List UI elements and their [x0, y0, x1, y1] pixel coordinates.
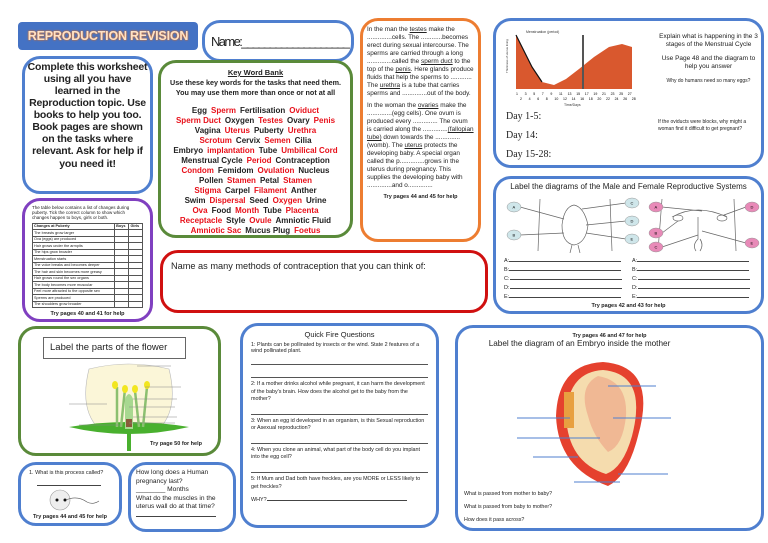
- answer-line[interactable]: [510, 279, 622, 280]
- key-word: Testes: [258, 116, 283, 125]
- x-tick-label: 4: [528, 97, 531, 101]
- answer-letter: D:: [632, 285, 638, 291]
- uterus-lining-area: [516, 35, 632, 89]
- table-row: [33, 301, 143, 308]
- stage-label: Day 14:: [506, 130, 538, 141]
- paragraph-text: protects the developing baby. A special organ called the p..............grows in the uterus during pregnancy. This supplies the developing baby with ..............and o..............: [367, 142, 463, 189]
- answer-line[interactable]: [637, 270, 749, 271]
- paragraph-text: make the ..............cells. The ............becomes erect during sexual intercourse. The sperms are carried through a long ..............called the: [367, 26, 469, 65]
- x-tick-label: 6: [537, 97, 540, 101]
- paragraph-text: In the woman the: [367, 102, 418, 109]
- key-word: Seed: [249, 196, 269, 205]
- key-word: Pollen: [199, 176, 224, 185]
- answer-letter: A:: [504, 258, 510, 264]
- table-header: Boys: [115, 223, 129, 230]
- task-title: Label the diagram of an Embryo inside the mother: [488, 339, 671, 348]
- key-word-row: [164, 196, 347, 206]
- x-tick-label: 24: [614, 97, 619, 101]
- key-word: Tube: [258, 146, 278, 155]
- eggs-question: Why do humans need so many eggs?: [666, 77, 751, 84]
- key-word: Amniotic Sac: [190, 226, 242, 235]
- pregnancy-question: How long does a Human pregnancy last?: [136, 469, 209, 485]
- key-word: Petal: [259, 176, 280, 185]
- key-word: Umbilical Cord: [281, 146, 338, 155]
- answer-line[interactable]: [509, 261, 621, 262]
- key-word: Stamen: [227, 176, 256, 185]
- x-tick-label: 1: [516, 92, 518, 96]
- x-tick-label: 25: [619, 92, 624, 96]
- girls-tick-cell[interactable]: [129, 301, 143, 308]
- key-word: Style: [226, 216, 246, 225]
- task-title: Quick Fire Questions: [304, 330, 375, 339]
- key-word-bank: [158, 60, 353, 238]
- bank-heading: Key Word Bank: [227, 68, 284, 77]
- key-word: Scrotum: [199, 136, 232, 145]
- x-tick-label: 5: [533, 92, 536, 96]
- puberty-task: [22, 198, 153, 322]
- x-tick-label: 19: [593, 92, 598, 96]
- paragraph-text: In the man the: [367, 26, 410, 33]
- answer-line[interactable]: [509, 270, 621, 271]
- question: 2: If a mother drinks alcohol while pregnant, it can harm the development of the baby's brain. How does the alcohol get to the baby from the mother?: [251, 381, 425, 403]
- reproductive-systems-task: [493, 176, 764, 314]
- key-word-row: [164, 116, 347, 126]
- answer-row[interactable]: [504, 257, 622, 266]
- key-word-row: [164, 216, 347, 226]
- name-label: Name:___________________: [211, 34, 349, 49]
- key-word-row: [164, 206, 347, 216]
- answer-letter: D:: [504, 285, 510, 291]
- key-word: Ovulation: [257, 166, 295, 175]
- answer-letter: B:: [504, 267, 510, 273]
- x-tick-label: 10: [554, 97, 559, 101]
- question: 5: If Mum and Dad both have freckles, are you MORE or LESS likely to get freckles?: [251, 475, 421, 490]
- fertilisation-task: [18, 462, 122, 526]
- key-word: Oxygen: [224, 116, 255, 125]
- flower-diagram: [59, 359, 199, 451]
- key-word: Mucus Plug: [245, 226, 291, 235]
- paragraph-text: is a tube that carries sperms and ..............out of the body.: [367, 82, 471, 97]
- stage-label: Day 15-28:: [506, 149, 552, 160]
- quick-fire-questions: [240, 323, 439, 528]
- change-cell: The breasts grow larger: [33, 230, 115, 237]
- answer-row[interactable]: [632, 257, 750, 266]
- key-word: Embryo: [173, 146, 204, 155]
- process-question: 1. What is this process called?: [29, 470, 104, 476]
- change-cell: Hair grows under the armpits: [33, 243, 115, 250]
- key-word: Ovary: [286, 116, 310, 125]
- key-word: Placenta: [285, 206, 319, 215]
- key-word: Condom: [181, 166, 214, 175]
- answer-row[interactable]: [504, 284, 622, 293]
- answer-letter: C:: [504, 276, 510, 282]
- embryo-diagram: [508, 356, 688, 488]
- paragraph-text: . Here glands produce fluids that help the sperms to ............ The: [367, 66, 474, 89]
- key-word: Cilia: [294, 136, 312, 145]
- key-term: sperm duct: [421, 58, 453, 65]
- answer-row[interactable]: [504, 293, 622, 302]
- answer-line[interactable]: [251, 367, 428, 378]
- egg-and-sperm-icon: [47, 489, 107, 511]
- key-word: Amniotic Fluid: [275, 216, 332, 225]
- bank-instruction: Use these key words for the tasks that need them.: [170, 78, 341, 87]
- x-tick-label: 23: [610, 92, 615, 96]
- help-text: Try pages 40 and 41 for help: [50, 310, 125, 317]
- x-tick-label: 18: [588, 97, 593, 101]
- key-word: Swim: [184, 196, 206, 205]
- key-word: Filament: [253, 186, 287, 195]
- key-term: penis: [395, 66, 411, 73]
- label-marker-text: C: [654, 244, 658, 250]
- table-header: Changes at Puberty: [33, 223, 115, 230]
- key-word: Urethra: [287, 126, 317, 135]
- menstrual-cycle-task: [493, 18, 764, 168]
- key-word-row: [164, 176, 347, 186]
- answer-letter: A:: [632, 258, 638, 264]
- stage-label: Day 1-5:: [506, 111, 542, 122]
- key-word-row: [164, 226, 347, 236]
- fill-in-paragraph: [367, 26, 474, 98]
- fill-in-text-box: [360, 18, 481, 242]
- x-tick-label: 28: [631, 97, 636, 101]
- question: 4: When you clone an animal, what part of the body cell do you implant into the egg cell?: [251, 446, 421, 461]
- key-word-row: [164, 146, 347, 156]
- label-marker-text: C: [630, 200, 634, 206]
- key-word: Stamen: [283, 176, 312, 185]
- key-word: implantation: [207, 146, 255, 155]
- answer-line[interactable]: [637, 261, 749, 262]
- puberty-instructions: The table below contains a list of changes during puberty. Tick the correct column to show which changes happen to boys, girls or both.: [32, 205, 130, 220]
- answer-letter: B:: [632, 267, 638, 273]
- x-tick-label: 16: [580, 97, 585, 101]
- task-title: Label the parts of the flower: [43, 337, 186, 359]
- change-cell: Menstruation starts: [33, 256, 115, 263]
- key-word: Menstrual Cycle: [181, 156, 243, 165]
- key-word: Femidom: [217, 166, 254, 175]
- answer-row[interactable]: [632, 293, 750, 302]
- answer-line[interactable]: [251, 354, 428, 365]
- key-word: Dispersal: [209, 196, 246, 205]
- key-word: Period: [246, 156, 272, 165]
- flower-task: [18, 326, 221, 456]
- x-tick-label: 13: [567, 92, 572, 96]
- key-term: urethra: [379, 82, 401, 89]
- x-tick-label: 14: [571, 97, 576, 101]
- answer-line[interactable]: [509, 297, 621, 298]
- x-tick-label: 15: [576, 92, 581, 96]
- key-word-row: [164, 126, 347, 136]
- paragraph-text: down towards the ..............(womb). The: [367, 134, 461, 149]
- oviduct-question: If the oviducts were blocks, why might a woman find it difficult to get pregnant?: [658, 119, 747, 132]
- answer-line[interactable]: [638, 279, 750, 280]
- intro-box: [22, 56, 153, 194]
- worksheet-title: REPRODUCTION REVISION: [18, 22, 198, 50]
- label-marker-text: B: [512, 232, 516, 238]
- months-answer[interactable]: ________ Months: [136, 486, 189, 494]
- key-word: Uterus: [224, 126, 250, 135]
- key-word: Oxygen: [272, 196, 302, 205]
- y-axis-label: Thickness of uterus lining: [505, 39, 509, 73]
- help-text: Try pages 44 and 45 for help: [33, 514, 107, 520]
- answer-row[interactable]: [632, 275, 750, 284]
- answer-letter: E:: [504, 294, 510, 300]
- boys-tick-cell[interactable]: [115, 301, 129, 308]
- change-cell: Ova (eggs) are produced: [33, 236, 115, 243]
- key-word: Penis: [313, 116, 336, 125]
- contraception-task[interactable]: [160, 250, 488, 313]
- change-cell: The hair and skin becomes more greasy: [33, 269, 115, 276]
- table-header: Girls: [129, 223, 143, 230]
- key-word: Egg: [191, 106, 208, 115]
- answer-line[interactable]: [251, 404, 428, 415]
- key-term: (fallopian tube): [367, 126, 474, 141]
- key-word: Foetus: [294, 226, 321, 235]
- key-word: Sperm: [211, 106, 236, 115]
- key-word: Ovule: [249, 216, 272, 225]
- help-text: Try page 50 for help: [150, 441, 202, 447]
- x-tick-label: 12: [563, 97, 567, 101]
- x-tick-label: 27: [627, 92, 632, 96]
- task-title: Label the diagrams of the Male and Female Reproductive Systems: [510, 182, 747, 191]
- menstrual-cycle-diagram: [504, 27, 639, 107]
- key-word-row: [164, 166, 347, 176]
- contraception-prompt: Name as many methods of contraception that you can think of:: [171, 261, 426, 271]
- change-cell: The hips grow broader: [33, 249, 115, 256]
- puberty-table: [32, 223, 143, 309]
- uterus-question: What do the muscles in the uterus wall do at that time?: [136, 494, 216, 511]
- key-word: Contraception: [275, 156, 330, 165]
- menstrual-hint: Use Page 48 and the diagram to help you answer: [661, 54, 756, 71]
- answer-line[interactable]: [251, 433, 428, 444]
- label-marker-text: E: [630, 236, 634, 242]
- key-term: testes: [409, 26, 427, 33]
- key-word: Puberty: [253, 126, 284, 135]
- key-word: Oviduct: [289, 106, 320, 115]
- key-word: Fertilisation: [239, 106, 286, 115]
- help-text: Try pages 46 and 47 for help: [572, 333, 647, 339]
- key-term: ovaries: [417, 102, 439, 109]
- embryo-question: What is passed from mother to baby?: [464, 491, 553, 497]
- question: 1: Plants can be pollinated by insects or the wind. State 2 features of a wind pollinated plant.: [251, 342, 420, 354]
- key-word: Anther: [290, 186, 317, 195]
- key-word: Receptacle: [179, 216, 223, 225]
- fill-in-paragraph: [367, 102, 474, 190]
- chart-annotation: Menstruation (period): [526, 30, 560, 34]
- paragraph-text: make the ..............(egg cells). One ovum is produced every .............. The ovum is carried along the ..............: [367, 102, 468, 133]
- label-marker-text: D: [630, 218, 634, 224]
- embryo-question: What is passed from baby to mother?: [464, 504, 553, 510]
- change-cell: Feel more attracted to the opposite sex: [33, 288, 115, 295]
- name-field[interactable]: [202, 20, 354, 62]
- answer-line[interactable]: [510, 288, 622, 289]
- help-text: Try pages 42 and 43 for help: [591, 303, 666, 309]
- x-tick-label: 22: [606, 97, 610, 101]
- answer-row[interactable]: [632, 266, 750, 275]
- key-word: Stigma: [194, 186, 222, 195]
- menstrual-question: Explain what is happening in the 3 stages of the Menstrual Cycle: [659, 33, 758, 49]
- key-word: Semen: [264, 136, 291, 145]
- key-word: Urine: [305, 196, 327, 205]
- intro-text: Complete this worksheet using all you have learned in the Reproduction topic. Use books to help you too. Book pages are shown on the tasks where relevant. Ask for help if you need it!: [27, 61, 148, 170]
- key-word-row: [164, 136, 347, 146]
- why-label: WHY?: [251, 497, 267, 504]
- key-word: Nucleus: [298, 166, 330, 175]
- key-word-row: [164, 186, 347, 196]
- change-cell: The voice breaks and becomes deeper: [33, 262, 115, 269]
- x-tick-label: 8: [545, 97, 548, 101]
- paragraph-text: to the top of the: [367, 58, 471, 73]
- label-marker-text: A: [512, 204, 516, 210]
- change-cell: The body becomes more muscular: [33, 282, 115, 289]
- embryo-task: [455, 325, 764, 531]
- x-axis-label: Time/Days: [564, 103, 581, 107]
- key-word: Sperm Duct: [175, 116, 221, 125]
- x-tick-label: 11: [559, 92, 563, 96]
- answer-letter: C:: [632, 276, 638, 282]
- x-tick-label: 17: [584, 92, 589, 96]
- key-word: Month: [235, 206, 260, 215]
- key-word-row: [164, 156, 347, 166]
- answer-line[interactable]: [37, 482, 101, 486]
- label-marker-text: A: [654, 204, 658, 210]
- label-marker-text: D: [750, 204, 754, 210]
- key-term: uterus: [404, 142, 423, 149]
- key-word: Tube: [263, 206, 282, 215]
- x-tick-label: 9: [550, 92, 553, 96]
- change-cell: Hair grows round the sex organs: [33, 275, 115, 282]
- x-tick-label: 3: [524, 92, 527, 96]
- answer-row[interactable]: [632, 284, 750, 293]
- key-word: Cervix: [235, 136, 261, 145]
- embryo-question: How does it pass across?: [464, 517, 525, 523]
- help-text: Try pages 44 and 45 for help: [383, 194, 458, 200]
- question: 3: When an egg id developed in an organism, is this Sexual reproduction or Asexual reproduction?: [251, 417, 425, 432]
- label-marker-text: B: [654, 230, 658, 236]
- answer-line[interactable]: [267, 500, 407, 501]
- answer-line[interactable]: [136, 512, 216, 517]
- key-word: Carpel: [225, 186, 250, 195]
- key-word-row: [164, 106, 347, 116]
- key-word: Vagina: [194, 126, 221, 135]
- bank-instruction: You may use them more than once or not at all: [175, 88, 336, 97]
- answer-row[interactable]: [504, 275, 622, 284]
- answer-letter: E:: [632, 294, 638, 300]
- label-marker-text: E: [750, 240, 754, 246]
- answer-line[interactable]: [637, 297, 749, 298]
- x-tick-label: 7: [541, 92, 544, 96]
- change-cell: Sperms are produced: [33, 295, 115, 302]
- answer-line[interactable]: [251, 462, 428, 473]
- answer-line[interactable]: [638, 288, 750, 289]
- x-tick-label: 26: [623, 97, 628, 101]
- pregnancy-task: [128, 462, 236, 532]
- x-tick-label: 2: [520, 97, 522, 101]
- x-tick-label: 21: [602, 92, 606, 96]
- x-tick-label: 20: [597, 97, 602, 101]
- reproductive-diagrams: [502, 195, 760, 253]
- key-word: Ova: [192, 206, 208, 215]
- key-word: Food: [211, 206, 232, 215]
- change-cell: The shoulders grow broader: [33, 301, 115, 308]
- answer-row[interactable]: [504, 266, 622, 275]
